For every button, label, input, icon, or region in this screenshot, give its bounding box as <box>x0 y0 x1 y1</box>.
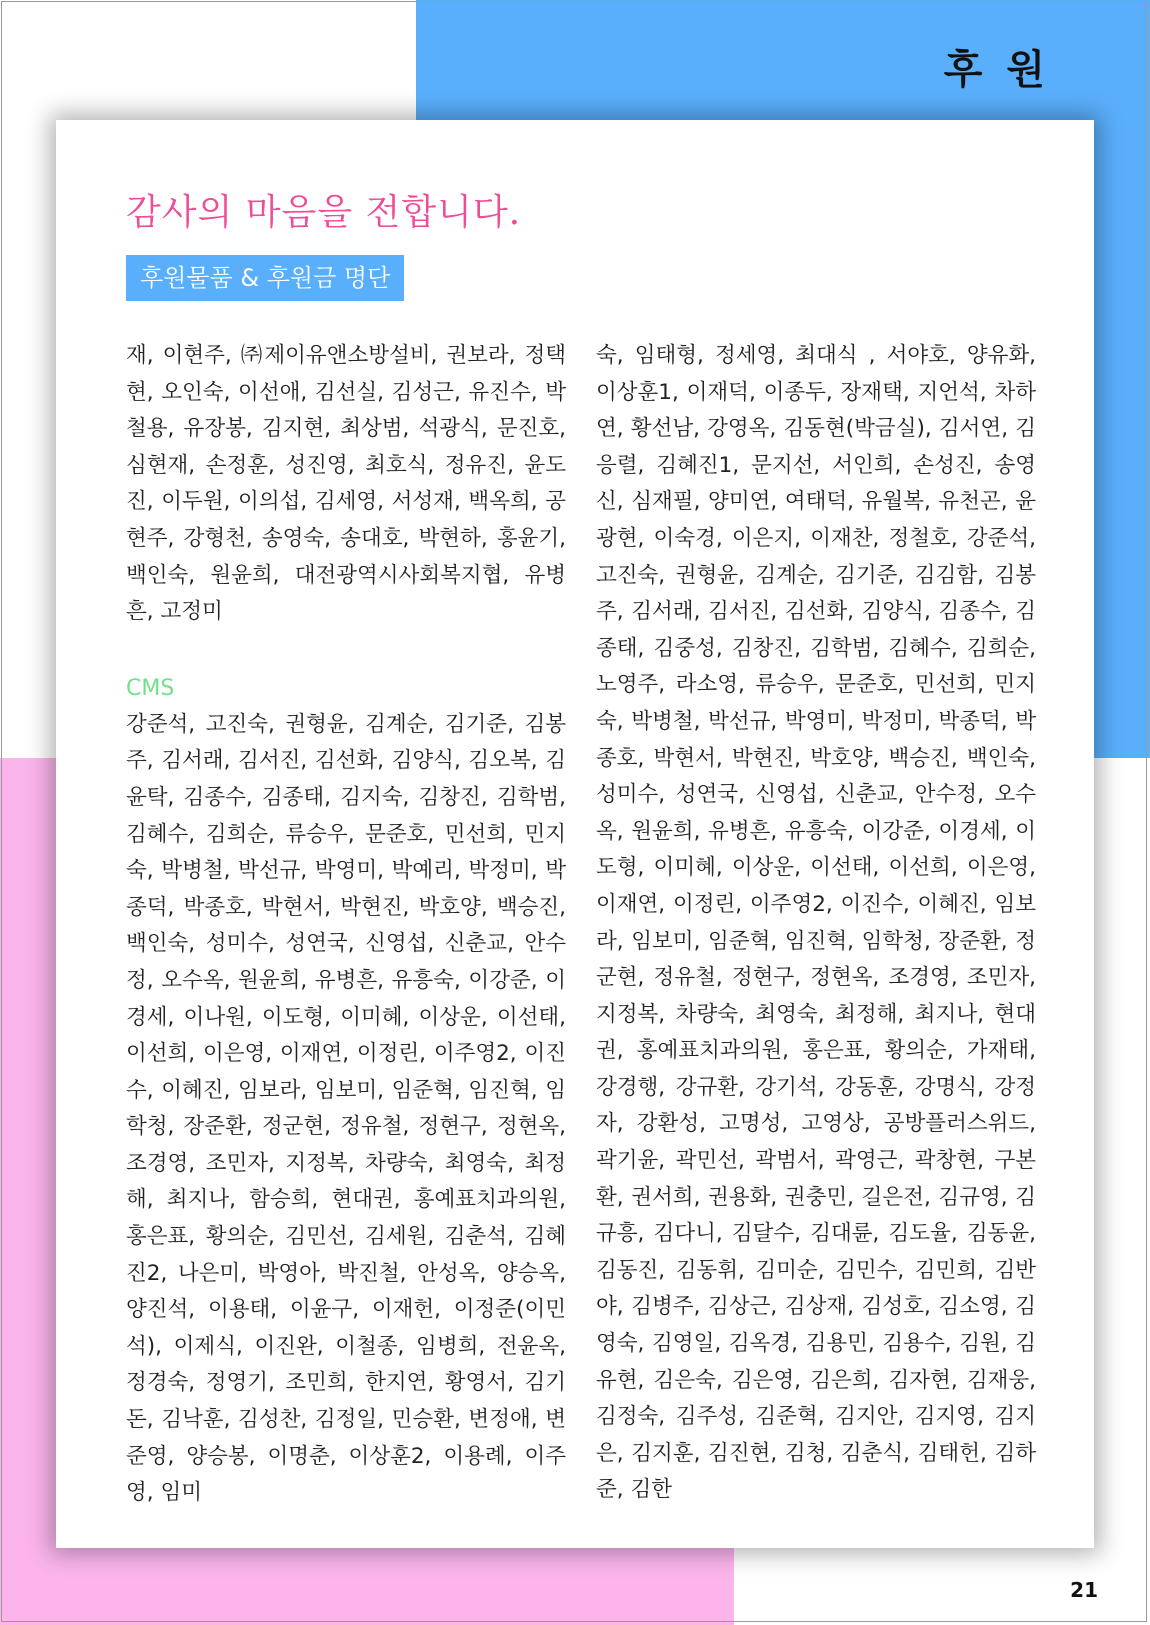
donor-names-intro: 재, 이현주, ㈜제이유앤소방설비, 권보라, 정택현, 오인숙, 이선애, 김선실, 김성근, 유진수, 박철용, 유장봉, 김지현, 최상범, 석광식, 문진호, 심현재, 손정훈, 성진영, 최호식, 정유진, 윤도진, 이두원, 이의섭, 김세영, 서성재, 백옥희, 공현주, 강형천, 송영숙, 송대호, 박현하, 홍윤기, 백인숙, 원윤희, 대전광역시사회복지협, 유병흔, 고정미 <box>126 343 566 625</box>
right-column <box>596 338 1036 1509</box>
page-headline: 감사의 마음을 전합니다. <box>126 192 522 233</box>
page-number: 21 <box>1070 1578 1098 1602</box>
left-column <box>126 338 566 1512</box>
cms-heading: CMS <box>126 675 175 701</box>
donor-names-continued: 숙, 임태형, 정세영, 최대식 , 서야호, 양유화, 이상훈1, 이재덕, 이종두, 장재택, 지언석, 차하연, 황선남, 강영옥, 김동현(박금실), 김서연, 김응렬, 김혜진1, 문지선, 서인희, 손성진, 송영신, 심재필, 양미연, 여태덕, 유월복, 유천곤, 윤광현, 이숙경, 이은지, 이재찬, 정철호, 강준석, 고진숙, 권형윤, 김계순, 김기준, 김김함, 김봉주, 김서래, 김서진, 김선화, 김양식, 김종수, 김종태, 김중성, 김창진, 김학범, 김혜수, 김희순, 노영주, 라소영, 류승우, 문준호, 민선희, 민지숙, 박병철, 박선규, 박영미, 박정미, 박종덕, 박종호, 박현서, 박현진, 박호양, 백승진, 백인숙, 성미수, 성연국, 신영섭, 신춘교, 안수정, 오수옥, 원윤희, 유병흔, 유흥숙, 이강준, 이경세, 이도형, 이미혜, 이상운, 이선태, 이선희, 이은영, 이재연, 이정린, 이주영2, 이진수, 이혜진, 임보라, 임보미, 임준혁, 임진혁, 임학청, 장준환, 정군현, 정유철, 정현구, 정현옥, 조경영, 조민자, 지정복, 차량숙, 최영숙, 최정해, 최지나, 현대권, 홍예표치과의원, 홍은표, 황의순, 가재태, 강경행, 강규환, 강기석, 강동훈, 강명식, 강정자, 강환성, 고명성, 고영상, 공방플러스위드, 곽기윤, 곽민선, 곽범서, 곽영근, 곽창현, 구본환, 권서희, 권용화, 권충민, 길은전, 김규영, 김규흥, 김다니, 김달수, 김대륜, 김도율, 김동윤, 김동진, 김동휘, 김미순, 김민수, 김민희, 김반야, 김병주, 김상근, 김상재, 김성호, 김소영, 김영숙, 김영일, 김옥경, 김용민, 김용수, 김원, 김유현, 김은숙, 김은영, 김은희, 김자현, 김재웅, 김정숙, 김주성, 김준혁, 김지안, 김지영, 김지은, 김지훈, 김진현, 김청, 김춘식, 김태헌, 김하준, 김한 <box>596 343 1036 1503</box>
cms-donor-names: 강준석, 고진숙, 권형윤, 김계순, 김기준, 김봉주, 김서래, 김서진, 김선화, 김양식, 김오복, 김윤탁, 김종수, 김종태, 김지숙, 김창진, 김학범, 김혜수, 김희순, 류승우, 문준호, 민선희, 민지숙, 박병철, 박선규, 박영미, 박예리, 박정미, 박종덕, 박종호, 박현서, 박현진, 박호양, 백승진, 백인숙, 성미수, 성연국, 신영섭, 신춘교, 안수정, 오수옥, 원윤희, 유병흔, 유흥숙, 이강준, 이경세, 이나원, 이도형, 이미혜, 이상운, 이선태, 이선희, 이은영, 이재연, 이정린, 이주영2, 이진수, 이혜진, 임보라, 임보미, 임준혁, 임진혁, 임학청, 장준환, 정군현, 정유철, 정현구, 정현옥, 조경영, 조민자, 지정복, 차량숙, 최영숙, 최정해, 최지나, 함승희, 현대권, 홍예표치과의원, 홍은표, 황의순, 김민선, 김세원, 김춘석, 김혜진2, 나은미, 박영아, 박진철, 안성옥, 양승옥, 양진석, 이용태, 이윤구, 이재헌, 이정준(이민석), 이제식, 이진완, 이철종, 임병희, 전윤옥, 정경숙, 정영기, 조민희, 한지연, 황영서, 김기돈, 김낙훈, 김성찬, 김정일, 민승환, 변정애, 변준영, 양승봉, 이명춘, 이상훈2, 이용례, 이주영, 임미 <box>126 711 566 1506</box>
content-card <box>56 120 1094 1548</box>
donor-list-subtitle: 후원물품 & 후원금 명단 <box>126 255 404 301</box>
section-label: 후 원 <box>943 47 1050 93</box>
